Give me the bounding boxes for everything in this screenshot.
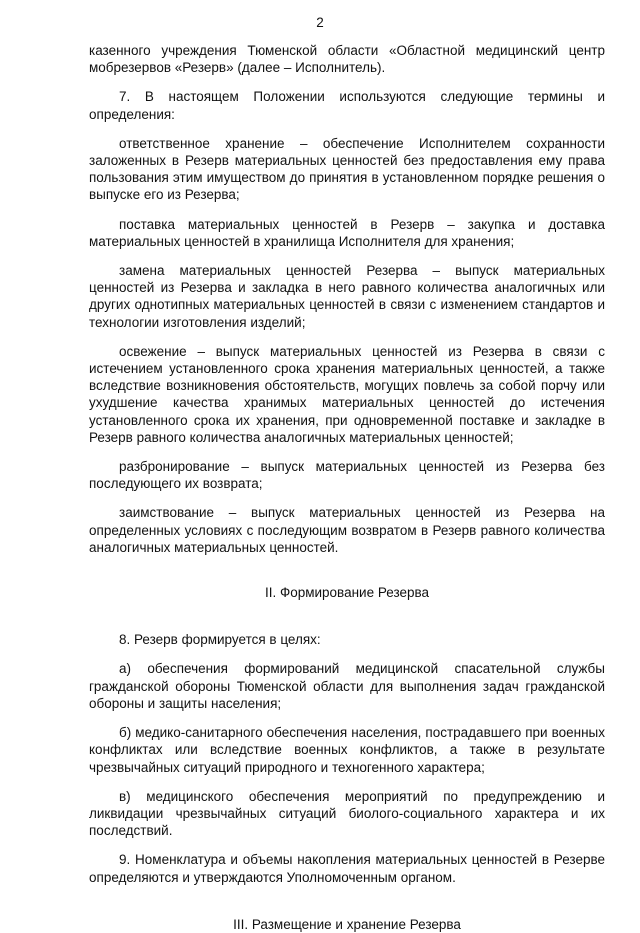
section-heading-formation: II. Формирование Резерва xyxy=(264,585,430,601)
paragraph-term-borrowing: заимствование – выпуск материальных ценностей из Резерва на определенных условиях с последующим возвратом в Резерв равного количества аналогичных материальных ценностей. xyxy=(89,505,605,555)
paragraph-term-replacement: замена материальных ценностей Резерва – выпуск материальных ценностей из Резерва и закладка в него равного количества аналогичных или других однотипных материальных ценностей в связи с изменением стандартов и технологии изготовления изделий; xyxy=(89,263,605,330)
paragraph-purpose-a: а) обеспечения формирований медицинской спасательной службы гражданской обороны Тюменской области для выполнения задач гражданской обороны и защиты населения; xyxy=(89,661,605,711)
paragraph-purposes-intro: 8. Резерв формируется в целях: xyxy=(119,632,321,648)
document-body xyxy=(89,42,605,933)
page-number: 2 xyxy=(316,15,324,30)
paragraph-purpose-c: в) медицинского обеспечения мероприятий по предупреждению и ликвидации чрезвычайных ситуаций биолого-социального характера и их последствий. xyxy=(89,788,605,839)
paragraph-term-unreserving: разбронирование – выпуск материальных ценностей из Резерва без последующего их возврата; xyxy=(89,459,605,492)
paragraph-executor-definition: казенного учреждения Тюменской области «Областной медицинский центр мобрезервов «Резерв» (далее – Исполнитель). xyxy=(89,43,605,76)
paragraph-term-refresh: освежение – выпуск материальных ценностей из Резерва в связи с истечением установленного срока хранения материальных ценностей, а также вследствие возникновения обстоятельств, могущих повлечь за собой порчу или ухудшение качества хранимых материальных ценностей до истечения установленного срока их хранения, при одновременной поставке и закладке в Резерв равного количества аналогичных материальных ценностей; xyxy=(89,343,605,445)
paragraph-purpose-b: б) медико-санитарного обеспечения населения, пострадавшего при военных конфликтах или вследствие военных конфликтов, а также в результате чрезвычайных ситуаций природного и техногенного характера; xyxy=(89,725,605,775)
paragraph-terms-intro: 7. В настоящем Положении используются следующие термины и определения: xyxy=(89,89,605,122)
paragraph-nomenclature: 9. Номенклатура и объемы накопления материальных ценностей в Резерве определяются и утверждаются Уполномоченным органом. xyxy=(89,852,605,885)
section-heading-placement: III. Размещение и хранение Резерва xyxy=(233,916,461,932)
paragraph-term-supply: поставка материальных ценностей в Резерв – закупка и доставка материальных ценностей в хранилища Исполнителя для хранения; xyxy=(89,216,605,249)
paragraph-term-responsible-storage: ответственное хранение – обеспечение Исполнителем сохранности заложенных в Резерв материальных ценностей без предоставления ему права пользования этим имуществом до принятия в установленном порядке решения о выпуске его из Резерва; xyxy=(89,135,605,203)
